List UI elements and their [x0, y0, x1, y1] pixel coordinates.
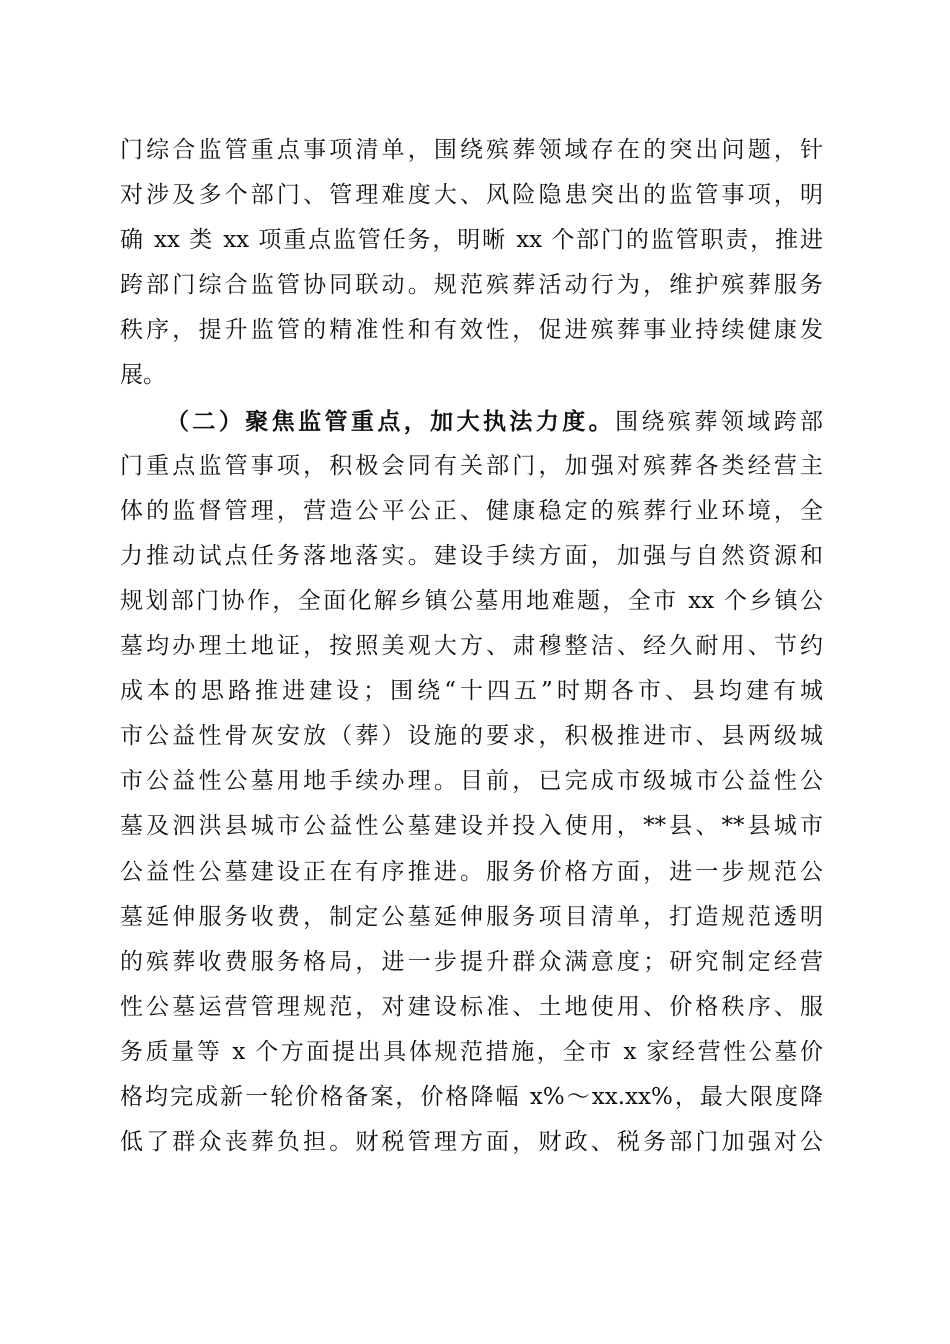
text-line: 对涉及多个部门、管理难度大、风险隐患突出的监管事项，明: [120, 182, 823, 209]
text-line: [120, 399, 823, 444]
paragraph-2: [120, 399, 823, 1166]
text-line: 务质量等 x 个方面提出具体规范措施，全市 x 家经营性公墓价: [120, 1038, 823, 1065]
text-line: 确 xx 类 xx 项重点监管任务，明晰 xx 个部门的监管职责，推进: [120, 227, 823, 254]
document-page: [120, 128, 823, 1165]
text-line: 门综合监管重点事项清单，围绕殡葬领域存在的突出问题，针: [120, 137, 823, 163]
section-heading: （二）聚焦监管重点，加大执法力度。: [166, 407, 616, 435]
text-line: 墓及泗洪县城市公益性公墓建设并投入使用，**县、**县城市: [120, 813, 823, 840]
text-line: 成本的思路推进建设；围绕“十四五”时期各市、县均建有城: [120, 678, 823, 705]
text-line: 性公墓运营管理规范，对建设标准、土地使用、价格秩序、服: [120, 993, 823, 1020]
text-line: 展。: [120, 362, 166, 389]
text-line: 低了群众丧葬负担。财税管理方面，财政、税务部门加强对公: [120, 1129, 823, 1156]
text-line: 的殡葬收费服务格局，进一步提升群众满意度；研究制定经营: [120, 948, 823, 975]
text-line: 跨部门综合监管协同联动。规范殡葬活动行为，维护殡葬服务: [120, 272, 823, 299]
text-line: 公益性公墓建设正在有序推进。服务价格方面，进一步规范公: [120, 858, 823, 885]
text-line: 墓延伸服务收费，制定公墓延伸服务项目清单，打造规范透明: [120, 903, 823, 930]
text-line: 市公益性公墓用地手续办理。目前，已完成市级城市公益性公: [120, 768, 823, 795]
text-run: 围绕殡葬领域跨部: [615, 408, 824, 435]
paragraph-1: [120, 128, 823, 399]
text-line: 格均完成新一轮价格备案，价格降幅 x%～xx.xx%，最大限度降: [120, 1083, 823, 1110]
text-line: 力推动试点任务落地落实。建设手续方面，加强与自然资源和: [120, 542, 823, 569]
text-line: 秩序，提升监管的精准性和有效性，促进殡葬事业持续健康发: [120, 317, 823, 344]
text-line: 体的监督管理，营造公平公正、健康稳定的殡葬行业环境，全: [120, 497, 823, 524]
text-line: 墓均办理土地证，按照美观大方、肃穆整洁、经久耐用、节约: [120, 633, 823, 660]
text-line: 规划部门协作，全面化解乡镇公墓用地难题，全市 xx 个乡镇公: [120, 587, 823, 614]
text-line: 门重点监管事项，积极会同有关部门，加强对殡葬各类经营主: [120, 452, 823, 479]
text-line: 市公益性骨灰安放（葬）设施的要求，积极推进市、县两级城: [120, 723, 823, 750]
